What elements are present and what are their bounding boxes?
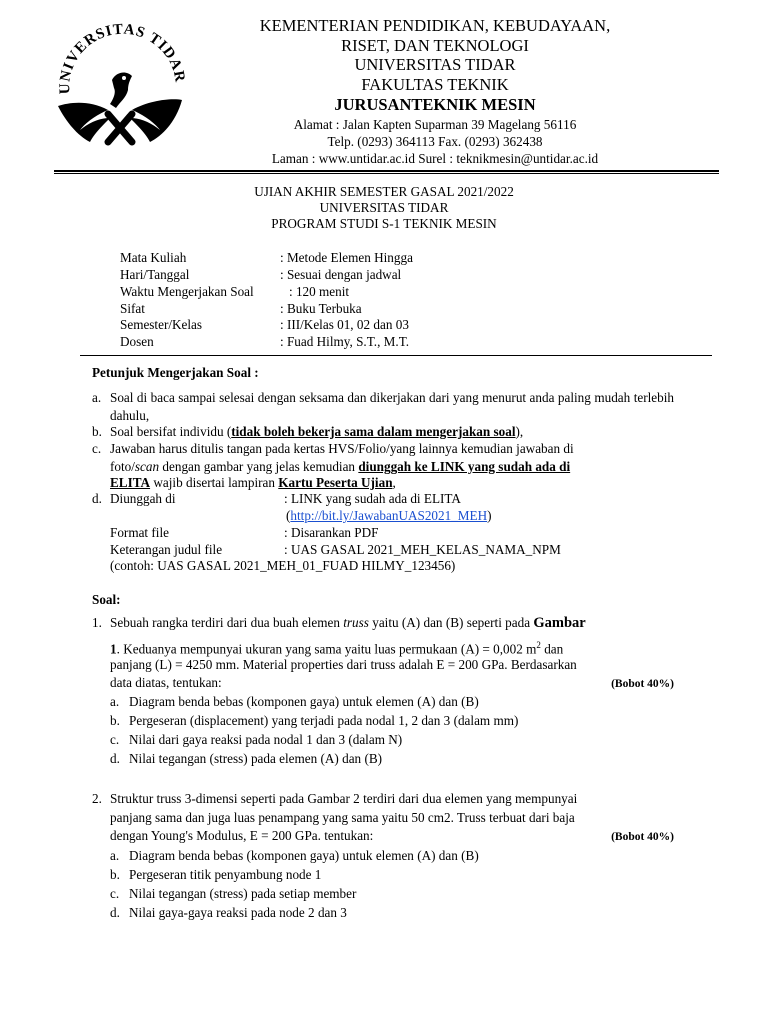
header-web: Laman : www.untidar.ac.id Surel : teknikmesin@untidar.ac.id xyxy=(271,151,599,166)
exam-title: UJIAN AKHIR SEMESTER GASAL 2021/2022 xyxy=(254,184,514,199)
header-university: UNIVERSITAS TIDAR xyxy=(354,55,516,74)
header-address: Alamat : Jalan Kapten Suparman 39 Magelang 56116 xyxy=(293,117,577,132)
right-wing-icon xyxy=(130,99,182,142)
header-divider-thin xyxy=(54,173,719,174)
info-divider xyxy=(80,355,712,356)
header-faculty: FAKULTAS TEKNIK xyxy=(361,75,509,94)
upload-link[interactable]: http://bit.ly/JawabanUAS2021_MEH xyxy=(290,508,488,523)
university-logo xyxy=(50,18,190,158)
question-2-weight: (Bobot 40%) xyxy=(611,831,674,843)
header-divider xyxy=(54,170,719,172)
questions-heading: Soal: xyxy=(92,592,121,607)
header-ministry-1: KEMENTERIAN PENDIDIKAN, KEBUDAYAAN, xyxy=(259,16,611,35)
exam-university: UNIVERSITAS TIDAR xyxy=(319,200,449,215)
exam-program: PROGRAM STUDI S-1 TEKNIK MESIN xyxy=(271,216,497,231)
instructions-heading: Petunjuk Mengerjakan Soal : xyxy=(92,365,259,380)
header-ministry-2: RISET, DAN TEKNOLOGI xyxy=(341,36,529,55)
left-wing-icon xyxy=(58,103,110,142)
bird-body-icon xyxy=(110,73,132,108)
question-1-weight: (Bobot 40%) xyxy=(611,678,674,690)
logo-arc-text: UNIVERSITAS TIDAR xyxy=(57,21,188,95)
header-phone: Telp. (0293) 364113 Fax. (0293) 362438 xyxy=(327,134,543,149)
header-department: JURUSANTEKNIK MESIN xyxy=(334,95,536,114)
